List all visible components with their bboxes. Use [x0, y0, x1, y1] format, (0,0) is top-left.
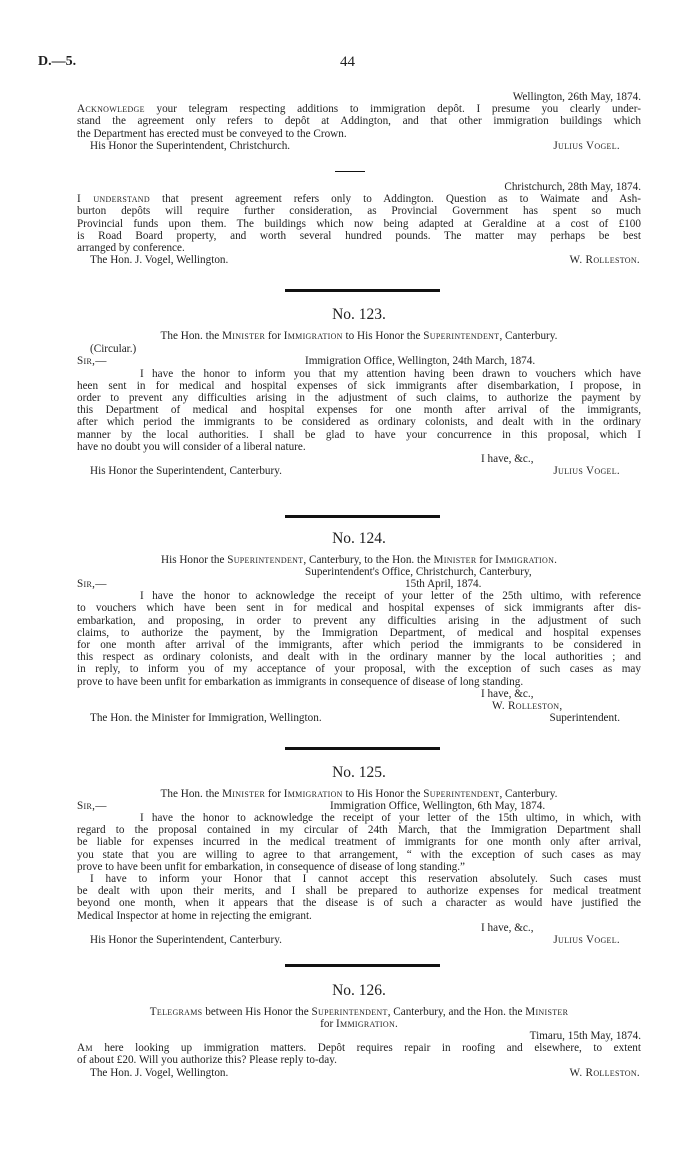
text-segment: 15th April, 1874. [405, 577, 482, 590]
text-segment: this respect as ordinary colonists, and dealt with in the ordinary manner by the local authorities ; and [77, 651, 641, 664]
text-segment: be dealt with upon their merits, and I shall be prepared to authorize expenses for medical treatment [77, 885, 641, 898]
letter-title [77, 329, 641, 343]
text-segment: in reply, to inform you of my acceptance of your proposal, with the exception of such cases as may [77, 663, 641, 676]
letter-number [77, 306, 641, 324]
body-line [77, 909, 641, 923]
letter-number-text: No. 123. [332, 306, 386, 323]
text-segment: that present agreement refers only to Addington. Question as to Waimate and Ash- [149, 193, 641, 206]
text-segment: Immigration Office, Wellington, 6th May, 1874. [330, 799, 546, 812]
text-segment: for [265, 329, 284, 342]
text-segment: this Department of medical and hospital expenses for one month after arrival of the immigrants, [77, 404, 641, 417]
text-segment: claims, to authorize the payment, by the Immigration Department, of medical and hospital expenses [77, 626, 641, 639]
text-segment: Superintendent. [549, 712, 620, 725]
text-segment: Medical Inspector at home in rejecting the emigrant. [77, 909, 312, 922]
letter-number-text: No. 126. [332, 982, 386, 999]
text-segment: The Hon. the [160, 787, 223, 800]
small-caps-text: Immigration [283, 329, 343, 342]
document-reference: D.—5. [38, 54, 77, 69]
text-segment: , Canterbury, to the Hon. the [303, 553, 434, 566]
text-segment: burton depôts will require further consideration, as Provincial Government has spent so much [77, 205, 641, 218]
text-segment: for [265, 787, 284, 800]
text-segment: have no doubt you will consider of a liberal nature. [77, 440, 306, 453]
small-caps-text: Am [77, 1042, 93, 1055]
text-segment: I have, &c., [481, 921, 534, 934]
small-caps-text: Acknowledge [77, 103, 145, 116]
small-caps-text: I understand [77, 193, 150, 206]
text-segment: The Hon. the [160, 329, 223, 342]
text-segment: stand the agreement only refers to depôt at Addington, and that other immigration buildings which [77, 115, 641, 128]
text-segment: you state that you are willing to agree to that arrangement, “ with the exception of such cases as may [77, 848, 641, 861]
signature [553, 139, 620, 153]
text-segment: for one month after arrival of the immigrants, after which period the immigrants to be considered in [77, 638, 641, 651]
text-segment: Provincial funds upon them. The buildings which now being adapted at Geraldine at a cost of £100 [77, 217, 641, 230]
separator-rule [285, 747, 440, 750]
text-segment: of about £20. Will you authorize this? Please reply to-day. [77, 1054, 337, 1067]
text-segment: The Hon. the Minister for Immigration, Wellington. [90, 712, 322, 725]
separator-rule [285, 964, 440, 967]
text-segment: His Honor the Superintendent, Canterbury. [90, 933, 282, 946]
small-caps-text: Minister [525, 1005, 569, 1018]
small-caps-text: Superintendent [311, 1005, 388, 1018]
signature [570, 253, 640, 267]
text-segment: prove to have been unfit for embarkation as immigrants in consequence of disease of long standing. [77, 675, 524, 688]
text-segment: to vouchers which have been sent in for medical and hospital expenses of sick immigrants after dis- [77, 602, 641, 615]
text-segment: beyond one month, when it appears that the disease is of such a character as would have justified the [77, 897, 641, 910]
addressee [90, 139, 290, 153]
addressee [90, 464, 282, 478]
text-segment: manner by the local authorities. I shall be glad to have your concurrence in this proposal, which I [77, 428, 641, 441]
small-caps-text: Minister [433, 553, 477, 566]
text-segment: His Honor the [161, 553, 228, 566]
text-segment: Wellington, 26th May, 1874. [512, 91, 641, 103]
text-segment: I have, &c., [481, 687, 534, 700]
text-segment: prove to have been unfit for embarkation, in consequence of disease of long standing.” [77, 860, 466, 873]
small-caps-text: Immigration [336, 1017, 396, 1030]
text-segment: I have the honor to acknowledge the receipt of your letter of the 15th ultimo, in which, with [140, 811, 641, 824]
text-segment: . [554, 553, 557, 566]
text-segment: be liable for expenses incurred in the medical treatment of immigrants for one month only after arrival, [77, 836, 641, 849]
salutation-text: Sir,— [77, 355, 107, 368]
small-caps-text: Superintendent [227, 553, 304, 566]
letter-number [77, 982, 641, 1000]
text-segment: I have, &c., [481, 453, 534, 465]
separator-rule [335, 171, 365, 172]
text-segment: for [476, 553, 496, 566]
sign-off [481, 452, 534, 466]
text-segment: the Department has erected must be conveyed to the Crown. [77, 127, 347, 140]
text-segment: Timaru, 15th May, 1874. [529, 1029, 641, 1042]
text-segment: Superintendent's Office, Christchurch, Canterbury, [305, 565, 532, 578]
text-segment: The Hon. J. Vogel, Wellington. [90, 1066, 229, 1079]
signature-text: Julius Vogel. [553, 933, 620, 946]
text-segment: His Honor the Superintendent, Christchurch. [90, 139, 291, 152]
salutation-text: Sir,— [77, 577, 107, 590]
text-segment: regard to the proposal contained in my circular of 24th March, that the Immigration Department shall [77, 824, 641, 837]
signature [570, 1066, 640, 1080]
salutation-text: Sir,— [77, 799, 107, 812]
letter-number [77, 764, 641, 782]
text-segment: I have to inform your Honor that I cannot accept this reservation absolutely. Such cases must [90, 872, 641, 885]
small-caps-text: Immigration [495, 553, 555, 566]
small-caps-text: Superintendent [423, 329, 500, 342]
small-caps-text: Superintendent [423, 787, 500, 800]
text-segment: I have the honor to inform you that my attention having been drawn to vouchers which have [140, 367, 641, 380]
text-segment: your telegram respecting additions to immigration depôt. I presume you clearly under- [144, 103, 641, 116]
small-caps-text: Immigration [283, 787, 343, 800]
text-segment: , Canterbury. [499, 329, 558, 342]
letter-number [77, 530, 641, 548]
text-segment: heen sent in for medical and hospital expenses of sick immigrants after disembarkation, I propose, in [77, 379, 641, 392]
text-segment: to His Honor the [342, 329, 424, 342]
text-segment: for [320, 1017, 336, 1030]
letter-number-text: No. 124. [332, 530, 386, 547]
text-segment: order to prevent any difficulties arising in the adjustment of such claims, to authorize the payment by [77, 392, 641, 404]
signature [553, 464, 620, 478]
text-segment: The Hon. J. Vogel, Wellington. [90, 254, 229, 267]
text-segment: , Canterbury. [499, 787, 558, 800]
text-segment: (Circular.) [90, 343, 137, 356]
small-caps-text: Telegrams [149, 1005, 203, 1018]
text-segment: between His Honor the [202, 1005, 312, 1018]
signature-text: W. Rolleston, [492, 699, 563, 712]
text-segment: . [395, 1017, 398, 1030]
text-segment: embarkation, and proposing, in order to prevent any difficulties arising in the adjustment of such [77, 614, 641, 627]
addressee [90, 253, 228, 267]
separator-rule [285, 515, 440, 518]
small-caps-text: Minister [222, 329, 266, 342]
body-line [77, 675, 641, 689]
letter-number-text: No. 125. [332, 764, 386, 781]
signature-text: W. Rolleston. [569, 254, 640, 267]
signature [553, 933, 620, 947]
addressee [90, 1066, 228, 1080]
sign-off [481, 921, 534, 935]
addressee [90, 711, 322, 725]
text-segment: His Honor the Superintendent, Canterbury. [90, 465, 282, 478]
signature-text: W. Rolleston. [569, 1066, 640, 1079]
text-segment: Immigration Office, Wellington, 24th March, 1874. [305, 355, 536, 368]
text-segment: is Road Board property, and worth several hundred pounds. The matter may perhaps be best [77, 229, 641, 242]
addressee [90, 933, 282, 947]
body-line [77, 440, 641, 454]
signature-text: Julius Vogel. [553, 465, 620, 478]
text-segment: arranged by conference. [77, 242, 185, 254]
text-segment: , Canterbury, and the Hon. the [387, 1005, 526, 1018]
text-segment: after which period the immigrants to be considered as ordinary colonists, and dealt with in the ordinary [77, 416, 641, 429]
page-number: 44 [340, 54, 355, 70]
signature-title [549, 711, 620, 725]
small-caps-text: Minister [222, 787, 266, 800]
separator-rule [285, 289, 440, 292]
text-segment: I have the honor to acknowledge the receipt of your letter of the 25th ultimo, with reference [140, 590, 641, 603]
text-segment: Christchurch, 28th May, 1874. [504, 181, 641, 193]
text-segment: to His Honor the [342, 787, 424, 800]
text-segment: here looking up immigration matters. Depôt requires repair in roofing and elsewhere, to extent [92, 1042, 641, 1055]
signature-text: Julius Vogel. [553, 139, 620, 152]
